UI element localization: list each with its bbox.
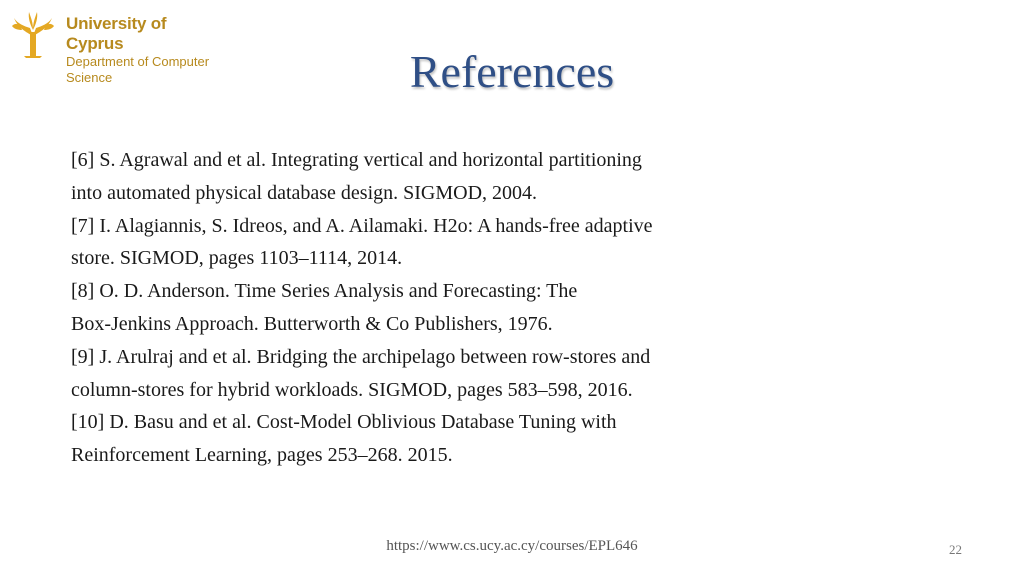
reference-line: store. SIGMOD, pages 1103–1114, 2014.: [71, 247, 403, 270]
reference-list: [71, 144, 791, 472]
logo-department-line2: Science: [66, 70, 113, 85]
reference-line: [10] D. Basu and et al. Cost-Model Oblivious Database Tuning with: [71, 411, 617, 434]
footer-url: https://www.cs.ucy.ac.cy/courses/EPL646: [386, 538, 638, 554]
page-number: 22: [949, 542, 962, 557]
reference-line: Reinforcement Learning, pages 253–268. 2015.: [71, 444, 453, 467]
logo-university-name: University of Cyprus: [66, 14, 167, 53]
reference-line: [7] I. Alagiannis, S. Idreos, and A. Ailamaki. H2o: A hands-free adaptive: [71, 214, 653, 237]
reference-line: into automated physical database design. SIGMOD, 2004.: [71, 181, 538, 204]
reference-line: Box-Jenkins Approach. Butterworth & Co Publishers, 1976.: [71, 312, 553, 335]
logo-department-line1: Department of Computer: [66, 54, 210, 69]
slide-title: References: [409, 46, 615, 97]
reference-line: [8] O. D. Anderson. Time Series Analysis and Forecasting: The: [71, 280, 578, 303]
reference-line: [6] S. Agrawal and et al. Integrating vertical and horizontal partitioning: [71, 149, 642, 171]
reference-line: [9] J. Arulraj and et al. Bridging the archipelago between row-stores and: [71, 345, 651, 368]
reference-line: column-stores for hybrid workloads. SIGMOD, pages 583–598, 2016.: [71, 378, 633, 401]
